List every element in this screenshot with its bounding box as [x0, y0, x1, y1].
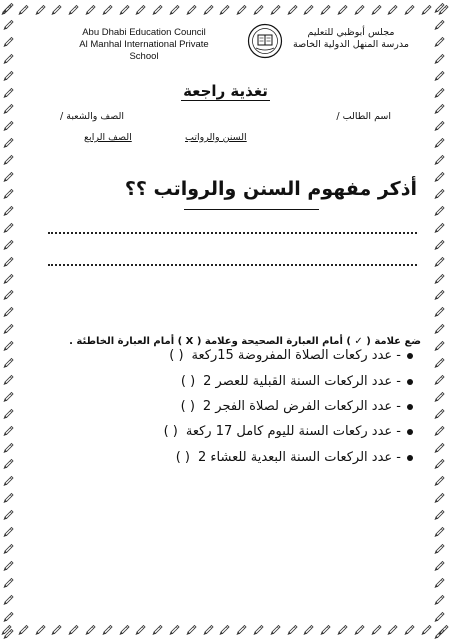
pencil-icon [433, 541, 447, 555]
statement-text: - عدد ركعات الصلاة المفروضة 15ركعة [191, 348, 401, 363]
pencil-icon [151, 2, 165, 16]
pencil-icon [2, 456, 16, 470]
pencil-icon [168, 622, 182, 636]
pencil-icon [433, 254, 447, 268]
statement-text: - عدد الركعات السنة القبلية للعصر 2 [203, 374, 401, 389]
answer-parentheses: ( ) [169, 348, 184, 363]
pencil-icon [2, 626, 16, 640]
pencil-icon [2, 271, 16, 285]
worksheet-title-text: تغذية راجعة [183, 82, 268, 100]
pencil-icon [2, 85, 16, 99]
pencil-icon [252, 2, 266, 16]
pencil-icon [2, 507, 16, 521]
pencil-icon [2, 237, 16, 251]
pencil-icon [218, 622, 232, 636]
pencil-icon [437, 2, 451, 16]
statement-item-3 [181, 399, 413, 414]
pencil-icon [2, 321, 16, 335]
pencil-icon [302, 622, 316, 636]
pencil-icon [353, 622, 367, 636]
answer-line-1 [48, 232, 417, 234]
header-english-line-1: Abu Dhabi Education Council [82, 27, 206, 38]
pencil-icon [118, 2, 132, 16]
pencil-icon [2, 355, 16, 369]
pencil-icon [420, 622, 434, 636]
pencil-icon [84, 622, 98, 636]
pencil-icon [433, 34, 447, 48]
pencil-icon [433, 406, 447, 420]
pencil-icon [2, 473, 16, 487]
pencil-icon [433, 372, 447, 386]
pencil-icon [134, 2, 148, 16]
pencil-icon [433, 355, 447, 369]
pencil-icon [433, 473, 447, 487]
pencil-icon [269, 2, 283, 16]
pencil-icon [353, 2, 367, 16]
pencil-icon [218, 2, 232, 16]
question-text: أذكر مفهوم السنن والرواتب ؟؟ [124, 178, 417, 200]
pencil-icon [2, 169, 16, 183]
pencil-icon [433, 186, 447, 200]
pencil-icon [433, 456, 447, 470]
pencil-icon [134, 622, 148, 636]
pencil-icon [2, 490, 16, 504]
pencil-icon [0, 622, 14, 636]
pencil-icon [433, 626, 447, 640]
pencil-icon [2, 17, 16, 31]
question-underline [184, 209, 319, 210]
pencil-icon [2, 203, 16, 217]
pencil-icon [437, 622, 451, 636]
pencil-icon [84, 2, 98, 16]
pencil-icon [302, 2, 316, 16]
pencil-icon [403, 2, 417, 16]
pencil-icon [2, 575, 16, 589]
pencil-icon [2, 51, 16, 65]
answer-parentheses: ( ) [180, 374, 196, 389]
pencil-icon [118, 622, 132, 636]
pencil-icon [168, 2, 182, 16]
bullet-icon [407, 455, 413, 461]
pencil-icon [433, 304, 447, 318]
bullet-icon [407, 404, 413, 410]
statement-item-2 [181, 374, 413, 389]
header-arabic-line-1: مجلس أبوظبي للتعليم [307, 27, 395, 38]
pencil-icon [67, 622, 81, 636]
pencil-icon [319, 622, 333, 636]
pencil-icon [433, 152, 447, 166]
statement-text: - عدد الركعات الفرض لصلاة الفجر 2 [202, 399, 401, 414]
statement-item-4 [164, 424, 413, 439]
pencil-icon [101, 2, 115, 16]
pencil-icon [336, 622, 350, 636]
pencil-border-right [433, 0, 449, 640]
pencil-icon [2, 609, 16, 623]
pencil-icon [433, 338, 447, 352]
pencil-border-left [2, 0, 18, 640]
pencil-border-bottom [0, 622, 451, 638]
pencil-icon [433, 592, 447, 606]
pencil-icon [433, 440, 447, 454]
pencil-icon [202, 2, 216, 16]
bullet-icon [407, 429, 413, 435]
pencil-icon [50, 2, 64, 16]
student-name-label: اسم الطالب / [336, 111, 391, 122]
pencil-icon [433, 220, 447, 234]
pencil-icon [433, 321, 447, 335]
pencil-icon [202, 622, 216, 636]
worksheet-page [24, 18, 427, 622]
pencil-icon [386, 622, 400, 636]
header-arabic-line-2: مدرسة المنهل الدولية الخاصة [293, 39, 409, 50]
pencil-icon [185, 2, 199, 16]
pencil-icon [185, 622, 199, 636]
pencil-icon [433, 237, 447, 251]
pencil-icon [151, 622, 165, 636]
pencil-icon [433, 101, 447, 115]
pencil-icon [235, 2, 249, 16]
pencil-icon [433, 609, 447, 623]
pencil-icon [0, 2, 14, 16]
pencil-icon [433, 17, 447, 31]
bullet-icon [407, 353, 413, 359]
statement-item-5 [176, 450, 413, 465]
pencil-icon [2, 118, 16, 132]
pencil-icon [2, 440, 16, 454]
pencil-icon [2, 186, 16, 200]
pencil-icon [269, 622, 283, 636]
header-arabic [281, 27, 421, 51]
statement-text: - عدد ركعات السنة لليوم كامل 17 ركعة [185, 424, 401, 439]
pencil-icon [2, 0, 16, 14]
bullet-icon [407, 379, 413, 385]
pencil-icon [2, 254, 16, 268]
header-english [64, 27, 224, 63]
pencil-icon [433, 490, 447, 504]
pencil-icon [433, 423, 447, 437]
pencil-icon [433, 68, 447, 82]
class-section-label: الصف والشعبة / [60, 111, 124, 122]
statement-item-1 [169, 348, 413, 363]
pencil-icon [34, 622, 48, 636]
statement-text: - عدد الركعات السنة البعدية للعشاء 2 [198, 450, 401, 465]
pencil-icon [2, 372, 16, 386]
pencil-icon [2, 152, 16, 166]
pencil-icon [252, 622, 266, 636]
pencil-icon [336, 2, 350, 16]
pencil-icon [433, 524, 447, 538]
pencil-icon [50, 622, 64, 636]
pencil-icon [2, 389, 16, 403]
pencil-icon [67, 2, 81, 16]
pencil-icon [370, 2, 384, 16]
pencil-icon [2, 592, 16, 606]
pencil-icon [235, 622, 249, 636]
pencil-icon [319, 2, 333, 16]
pencil-icon [433, 203, 447, 217]
grade-label: الصف الرابع [84, 132, 132, 143]
answer-parentheses: ( ) [175, 450, 190, 465]
pencil-border-top [0, 2, 451, 18]
pencil-icon [2, 68, 16, 82]
pencil-icon [2, 304, 16, 318]
subject-label: السنن والرواتب [185, 132, 247, 143]
pencil-icon [433, 575, 447, 589]
pencil-icon [286, 622, 300, 636]
pencil-icon [433, 0, 447, 14]
school-seal-icon [247, 23, 283, 59]
pencil-icon [2, 287, 16, 301]
pencil-icon [101, 622, 115, 636]
pencil-icon [34, 2, 48, 16]
pencil-icon [2, 220, 16, 234]
pencil-icon [2, 406, 16, 420]
pencil-icon [433, 558, 447, 572]
pencil-icon [286, 2, 300, 16]
pencil-icon [433, 169, 447, 183]
pencil-icon [433, 51, 447, 65]
pencil-icon [403, 622, 417, 636]
pencil-icon [386, 2, 400, 16]
pencil-icon [433, 135, 447, 149]
header-english-line-2: Al Manhal International Private School [79, 39, 209, 62]
pencil-icon [2, 338, 16, 352]
answer-line-2 [48, 264, 417, 266]
pencil-icon [2, 34, 16, 48]
instruction-text: ضع علامة ( ✓ ) أمام العبارة الصحيحة وعلامة ( X ) أمام العبارة الخاطئة . [69, 336, 421, 347]
pencil-icon [420, 2, 434, 16]
answer-parentheses: ( ) [163, 424, 178, 439]
pencil-icon [17, 622, 31, 636]
pencil-icon [433, 118, 447, 132]
pencil-icon [2, 135, 16, 149]
pencil-icon [433, 507, 447, 521]
pencil-icon [2, 101, 16, 115]
pencil-icon [433, 287, 447, 301]
pencil-icon [433, 271, 447, 285]
pencil-icon [370, 622, 384, 636]
pencil-icon [2, 524, 16, 538]
pencil-icon [2, 541, 16, 555]
pencil-icon [17, 2, 31, 16]
pencil-icon [433, 85, 447, 99]
worksheet-title [24, 82, 427, 100]
pencil-icon [433, 389, 447, 403]
answer-parentheses: ( ) [180, 399, 195, 414]
pencil-icon [2, 558, 16, 572]
pencil-icon [2, 423, 16, 437]
